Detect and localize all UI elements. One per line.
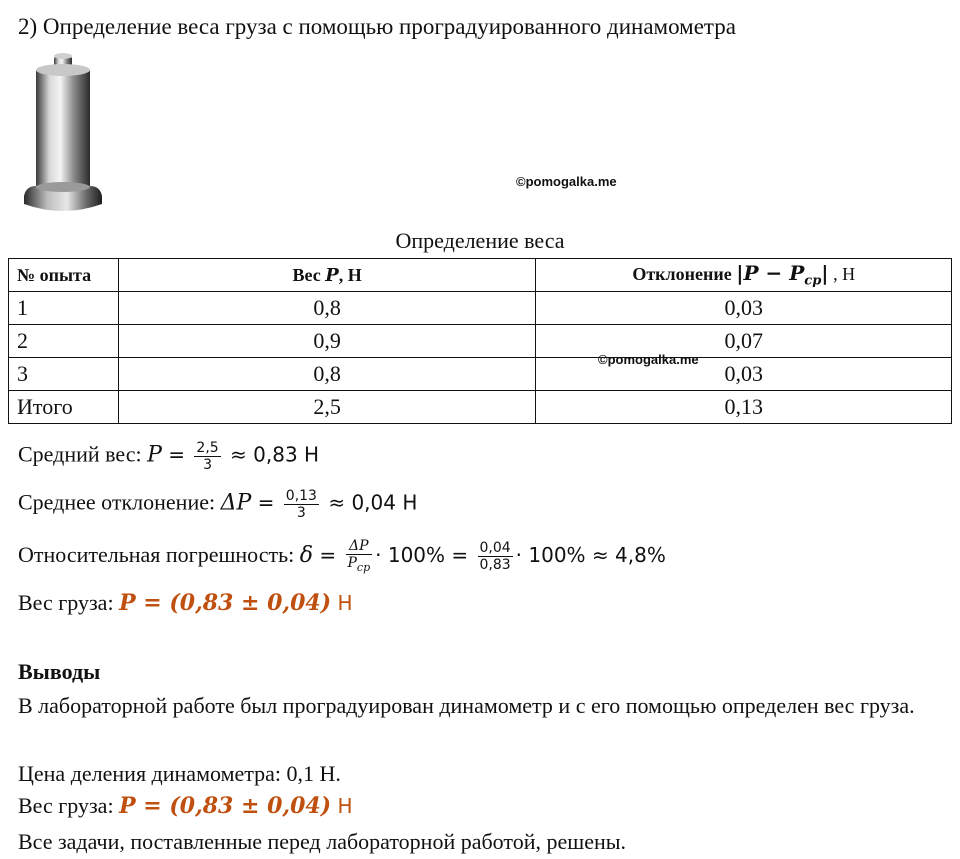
cell-trial: 2 bbox=[9, 325, 119, 358]
cell-trial: 1 bbox=[9, 292, 119, 325]
average-weight-label: Средний вес: bbox=[18, 441, 148, 467]
cell-total-deviation: 0,13 bbox=[536, 391, 952, 424]
cell-deviation: 0,03 bbox=[536, 358, 952, 391]
conclusions-paragraph-2: Цена деления динамометра: 0,1 Н. bbox=[18, 761, 341, 786]
conclusions-weight-formula: P = (0,83 ± 0,04) bbox=[119, 793, 332, 819]
cell-deviation: 0,07 bbox=[536, 325, 952, 358]
relative-error-fraction-numeric: $\frac{0,04}{0,83}$ bbox=[479, 540, 511, 574]
relative-error-label: Относительная погрешность: bbox=[18, 541, 300, 567]
table-header-row bbox=[9, 259, 952, 292]
cell-weight: 0,9 bbox=[118, 325, 535, 358]
table-row-total bbox=[9, 391, 952, 424]
watermark: ©pomogalka.me bbox=[516, 174, 617, 189]
weight-cylinder-photo bbox=[18, 46, 108, 218]
cell-weight: 0,8 bbox=[118, 292, 535, 325]
conclusions-title: Выводы bbox=[18, 659, 101, 684]
cell-weight: 0,8 bbox=[118, 358, 535, 391]
relative-error-line: Относительная погрешность: δ = $\frac{\Delta P}{P_{cp}}$ · 100% = $\frac{0,04}{0,83}$ · 100% ≈ 4,8% bbox=[18, 538, 666, 574]
conclusions-paragraph-3: Все задачи, поставленные перед лабораторной работой, решены. bbox=[18, 829, 627, 854]
watermark: ©pomogalka.me bbox=[598, 352, 699, 367]
average-deviation-line: Среднее отклонение: ΔP = $\frac{0,13}{3}$ ≈ 0,04 Н bbox=[18, 488, 418, 521]
table-row bbox=[9, 358, 952, 391]
weight-table bbox=[8, 258, 952, 424]
cargo-weight-label: Вес груза: bbox=[18, 590, 120, 615]
cargo-weight-line: Вес груза: P = (0,83 ± 0,04) Н bbox=[18, 590, 353, 616]
conclusions-weight-line: Вес груза: P = (0,83 ± 0,04) Н bbox=[18, 793, 353, 819]
header-weight: Вес P, Н bbox=[118, 259, 535, 292]
relative-error-fraction-symbolic: $\frac{\Delta P}{P_{cp}}$ bbox=[347, 538, 371, 574]
section-heading: 2) Определение веса груза с помощью проградуированного динамометра bbox=[18, 14, 736, 39]
cell-total-weight: 2,5 bbox=[118, 391, 535, 424]
average-weight-line: Средний вес: P = $\frac{2,5}{3}$ ≈ 0,83 Н bbox=[18, 440, 320, 473]
cell-total-label: Итого bbox=[9, 391, 119, 424]
cell-trial: 3 bbox=[9, 358, 119, 391]
table-row bbox=[9, 292, 952, 325]
cargo-weight-formula: P = (0,83 ± 0,04) bbox=[119, 590, 332, 616]
average-deviation-fraction: $\frac{0,13}{3}$ bbox=[285, 488, 317, 521]
conclusions-paragraph-1: В лабораторной работе был проградуирован динамометр и с его помощью определен вес груза. bbox=[18, 693, 915, 718]
cell-deviation: 0,03 bbox=[536, 292, 952, 325]
average-weight-fraction: $\frac{2,5}{3}$ bbox=[196, 440, 219, 473]
header-deviation: Отклонение $|P - P_{cp}|$ , Н bbox=[536, 259, 952, 292]
table-row bbox=[9, 325, 952, 358]
table-caption: Определение веса bbox=[395, 228, 565, 253]
average-deviation-label: Среднее отклонение: bbox=[18, 489, 221, 515]
header-trial-number: № опыта bbox=[9, 259, 119, 292]
